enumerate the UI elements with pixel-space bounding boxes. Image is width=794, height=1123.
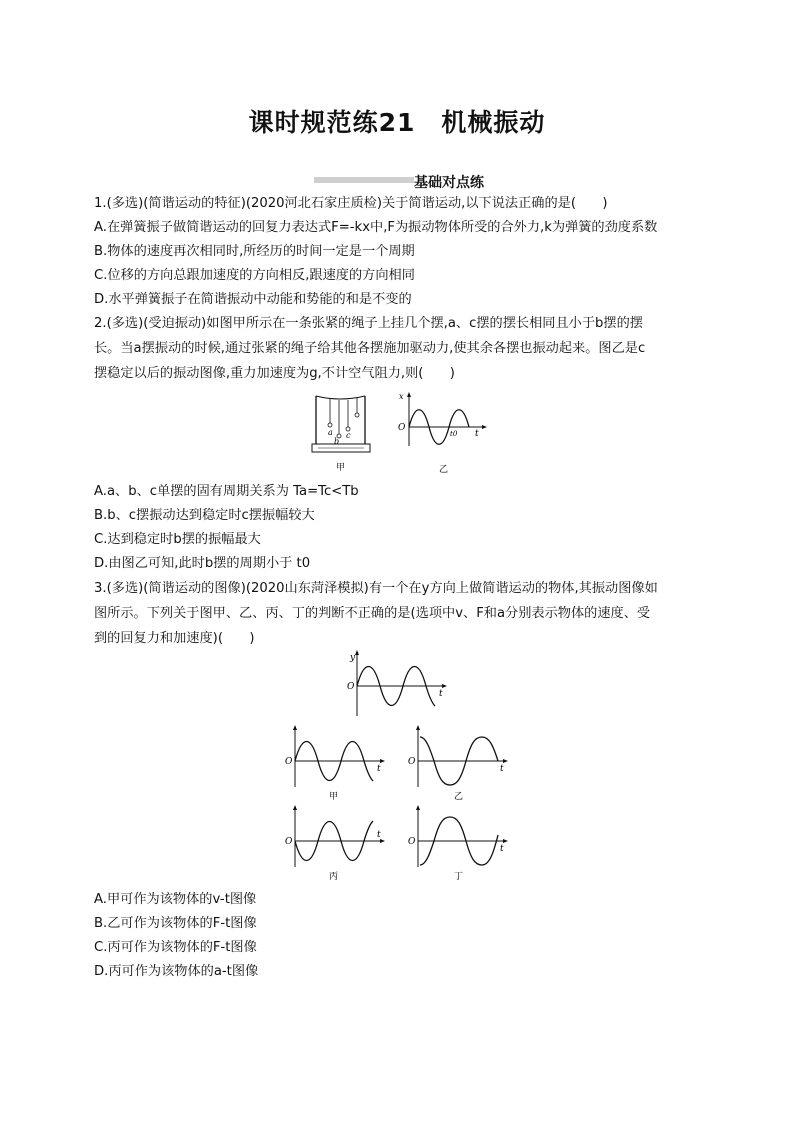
caption-yi: 乙 (439, 465, 449, 475)
label-a: a (328, 428, 333, 437)
q1-option-c: C.位移的方向总跟加速度的方向相反,跟速度的方向相同 (94, 268, 415, 283)
q1-stem: 1.(多选)(简谐运动的特征)(2020河北石家庄质检)关于简谐运动,以下说法正确的是( ) (94, 196, 608, 211)
q3-option-b: B.乙可作为该物体的F-t图像 (94, 916, 257, 931)
q2-option-b: B.b、c摆振动达到稳定时c摆振幅较大 (94, 508, 315, 523)
q3-stem-line3: 到的回复力和加速度)( ) (94, 631, 255, 646)
q2-stem-line3: 摆稳定以后的振动图像,重力加速度为g,不计空气阻力,则( ) (94, 366, 455, 381)
label-c: c (346, 431, 351, 440)
q2-figure-jia (310, 388, 380, 478)
page-title: 课时规范练21 机械振动 (248, 108, 546, 137)
caption-jia: 甲 (336, 463, 346, 473)
caption-ding: 丁 (454, 872, 464, 882)
q2-figure-yi (395, 390, 490, 480)
label-o-bing: O (285, 837, 293, 847)
label-x: x (399, 392, 404, 401)
section-bar (314, 177, 414, 183)
label-t-main: t (439, 689, 443, 699)
label-o-main: O (347, 682, 355, 692)
q2-option-a: A.a、b、c单摆的固有周期关系为 Ta=Tc<Tb (94, 484, 359, 499)
label-y: y (350, 653, 356, 663)
q3-option-c: C.丙可作为该物体的F-t图像 (94, 940, 257, 955)
label-t-jia: t (377, 764, 381, 774)
q3-option-a: A.甲可作为该物体的v-t图像 (94, 892, 257, 907)
label-t0: t0 (450, 430, 458, 438)
q2-stem-line1: 2.(多选)(受迫振动)如图甲所示在一条张紧的绳子上挂几个摆,a、c摆的摆长相同且小于b摆的摆 (94, 316, 643, 331)
label-t-ding: t (500, 844, 504, 854)
q3-figure-bing (283, 805, 393, 885)
q2-stem-line2: 长。当a摆振动的时候,通过张紧的绳子给其他各摆施加驱动力,使其余各摆也振动起来。图乙是c (94, 341, 646, 356)
caption-yi-q3: 乙 (454, 792, 464, 802)
label-t: t (475, 429, 479, 439)
q2-option-c: C.达到稳定时b摆的振幅最大 (94, 532, 261, 547)
caption-bing: 丙 (329, 872, 339, 882)
label-b: b (334, 437, 340, 446)
q3-stem-line1: 3.(多选)(简谐运动的图像)(2020山东菏泽模拟)有一个在y方向上做简谐运动的物体,其振动图像如 (94, 581, 658, 596)
label-o-ding: O (408, 837, 416, 847)
q1-option-d: D.水平弹簧振子在简谐振动中动能和势能的和是不变的 (94, 292, 412, 307)
label-t-bing: t (377, 830, 381, 840)
q3-figure-yi (406, 725, 516, 805)
q3-figure-ding (406, 805, 516, 885)
caption-jia-q3: 甲 (329, 792, 339, 802)
q2-option-d: D.由图乙可知,此时b摆的周期小于 t0 (94, 556, 311, 571)
q3-figure-main (345, 650, 455, 720)
q1-option-b: B.物体的速度再次相同时,所经历的时间一定是一个周期 (94, 244, 415, 259)
q3-stem-line2: 图所示。下列关于图甲、乙、丙、丁的判断不正确的是(选项中v、F和a分别表示物体的速度、受 (94, 606, 651, 621)
q3-option-d: D.丙可作为该物体的a-t图像 (94, 964, 259, 979)
label-o: O (398, 423, 406, 433)
q3-figure-jia (283, 725, 393, 805)
label-o-jia: O (285, 757, 293, 767)
q1-option-a: A.在弹簧振子做简谐运动的回复力表达式F=-kx中,F为振动物体所受的合外力,k为弹簧的劲度系数 (94, 220, 658, 235)
label-t-yi: t (500, 764, 504, 774)
label-o-yi: O (408, 757, 416, 767)
section-title: 基础对点练 (414, 175, 484, 191)
